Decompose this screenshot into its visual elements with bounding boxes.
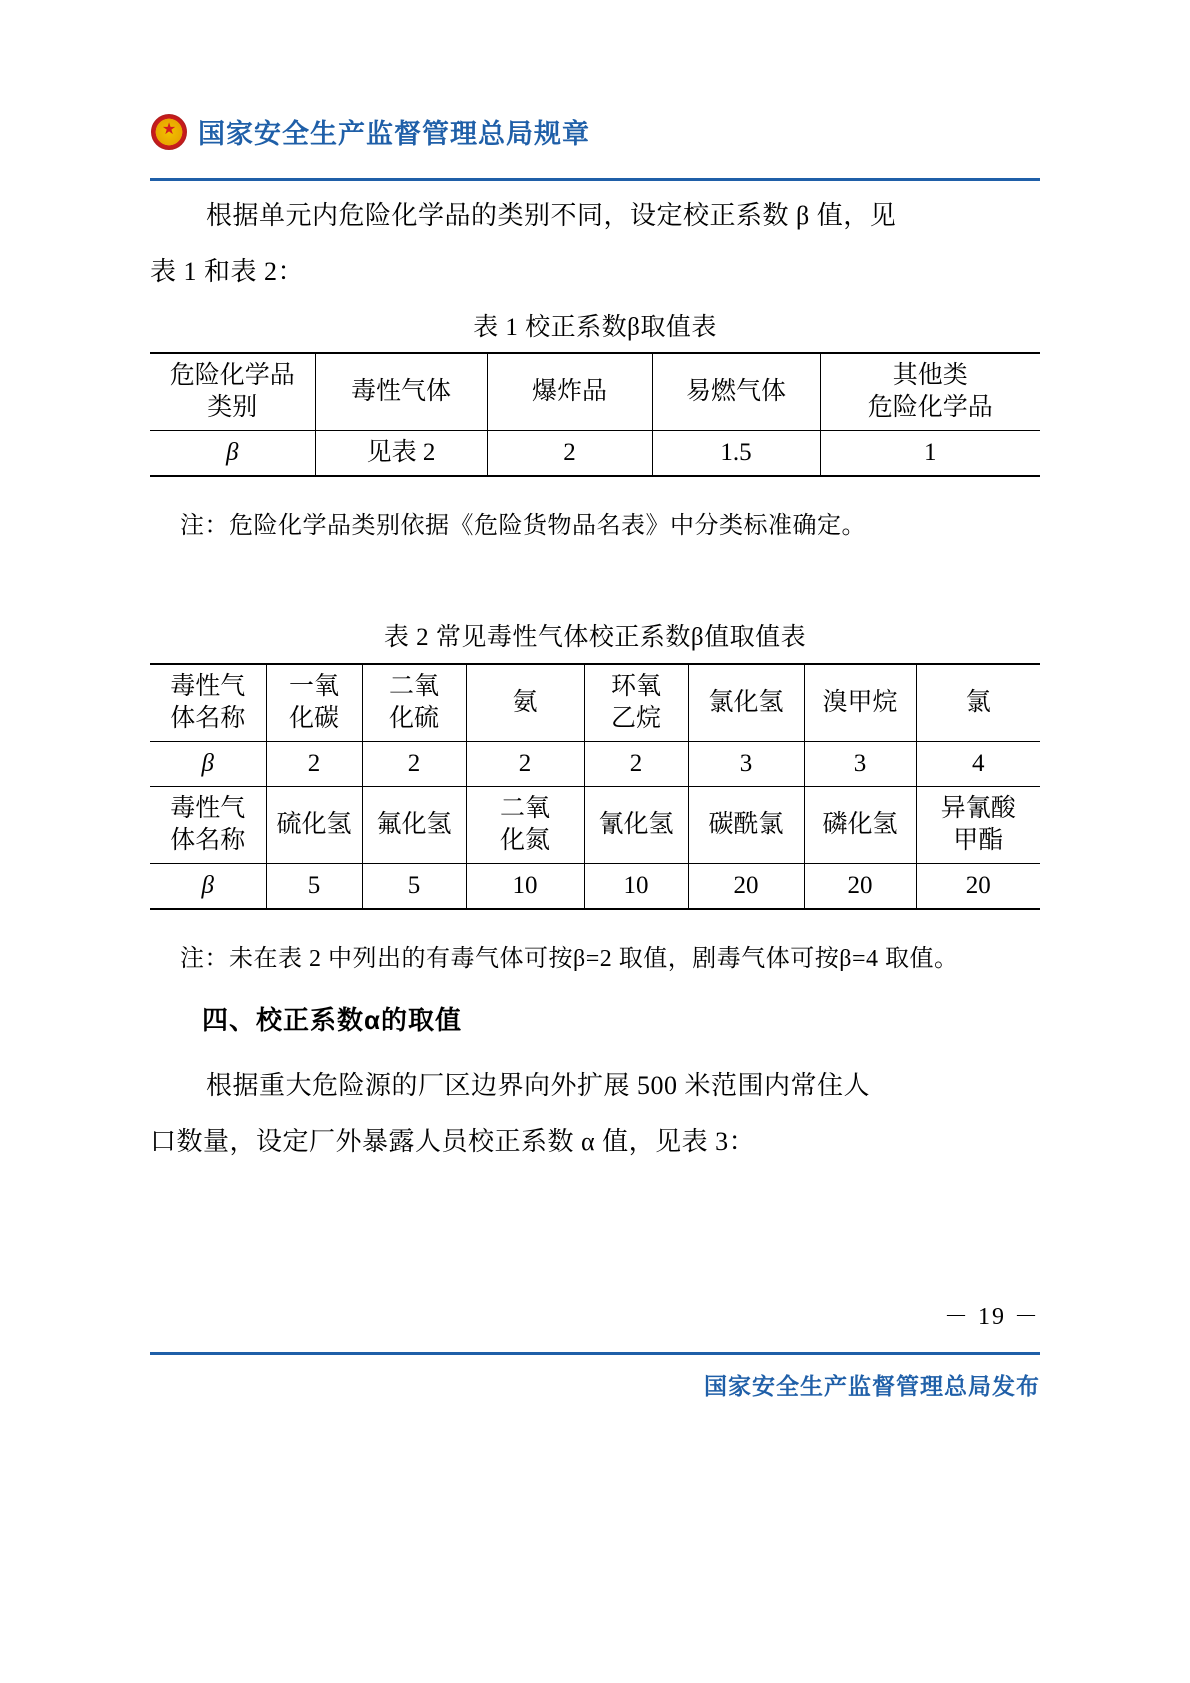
table2-value-1-4: 2 — [584, 742, 688, 787]
table2-value-1-1: 2 — [266, 742, 362, 787]
table2-value-2-7: 20 — [916, 864, 1040, 910]
table-correction-coefficient-beta — [150, 352, 1040, 477]
table-row — [150, 664, 1040, 742]
table2-caption: 表 2 常见毒性气体校正系数β值取值表 — [383, 624, 807, 651]
table2-value-1-5: 3 — [688, 742, 804, 787]
table-row — [150, 787, 1040, 864]
intro-paragraph-line1 — [150, 188, 1040, 244]
table2-row-label-2: 毒性气 体名称 — [150, 787, 266, 864]
table2-value-1-2: 2 — [362, 742, 466, 787]
table1-col-3: 易燃气体 — [652, 353, 820, 431]
table2-name-2-6: 磷化氢 — [804, 787, 916, 864]
intro-text-1: 根据单元内危险化学品的类别不同，设定校正系数 β 值，见 — [206, 201, 897, 230]
table2-value-2-4: 10 — [584, 864, 688, 910]
table2-name-1-2: 二氧 化硫 — [362, 664, 466, 742]
table2-value-2-1: 5 — [266, 864, 362, 910]
table2-value-1-6: 3 — [804, 742, 916, 787]
table2-note: 注：未在表 2 中列出的有毒气体可按β=2 取值，剧毒气体可按β=4 取值。 — [180, 946, 959, 972]
table2-beta-label-2: β — [150, 864, 266, 910]
alpha-text-1: 根据重大危险源的厂区边界向外扩展 500 米范围内常住人 — [206, 1071, 871, 1100]
table1-beta-label: β — [150, 431, 315, 477]
table1-value-1: 见表 2 — [315, 431, 487, 477]
footer-publisher: 国家安全生产监督管理总局发布 — [704, 1373, 1040, 1399]
table-row — [150, 864, 1040, 910]
table1-row-header: 危险化学品 类别 — [150, 353, 315, 431]
table2-value-1-7: 4 — [916, 742, 1040, 787]
table2-value-2-5: 20 — [688, 864, 804, 910]
table2-value-1-3: 2 — [466, 742, 584, 787]
table1-col-4: 其他类 危险化学品 — [820, 353, 1040, 431]
national-emblem-icon: ★ — [150, 113, 188, 151]
table-toxic-gas-beta-values — [150, 663, 1040, 910]
table2-name-2-2: 氟化氢 — [362, 787, 466, 864]
table2-value-2-6: 20 — [804, 864, 916, 910]
alpha-paragraph-line1 — [150, 1058, 1040, 1114]
alpha-text-2: 口数量，设定厂外暴露人员校正系数 α 值，见表 3： — [150, 1127, 756, 1156]
table2-name-1-5: 氯化氢 — [688, 664, 804, 742]
table2-name-2-1: 硫化氢 — [266, 787, 362, 864]
table2-name-1-3: 氨 — [466, 664, 584, 742]
table1-value-2: 2 — [487, 431, 652, 477]
table2-beta-label-1: β — [150, 742, 266, 787]
table1-caption: 表 1 校正系数β取值表 — [473, 314, 717, 341]
header-title: 国家安全生产监督管理总局规章 — [198, 119, 590, 149]
table2-name-1-4: 环氧 乙烷 — [584, 664, 688, 742]
section-heading: 四、校正系数α的取值 — [202, 1005, 462, 1035]
table2-name-1-7: 氯 — [916, 664, 1040, 742]
page-number: － 19 － — [944, 1304, 1040, 1330]
table2-value-2-3: 10 — [466, 864, 584, 910]
page-header — [150, 112, 1040, 151]
table2-name-2-4: 氰化氢 — [584, 787, 688, 864]
header-divider — [150, 178, 1040, 181]
table1-value-3: 1.5 — [652, 431, 820, 477]
intro-paragraph-line2 — [150, 244, 1040, 300]
table2-value-2-2: 5 — [362, 864, 466, 910]
table-row — [150, 431, 1040, 477]
table2-name-1-6: 溴甲烷 — [804, 664, 916, 742]
table1-col-1: 毒性气体 — [315, 353, 487, 431]
table1-note: 注：危险化学品类别依据《危险货物品名表》中分类标准确定。 — [180, 513, 866, 539]
table2-name-2-7: 异氰酸 甲酯 — [916, 787, 1040, 864]
footer-divider — [150, 1352, 1040, 1355]
table-row — [150, 742, 1040, 787]
alpha-paragraph-line2 — [150, 1114, 1040, 1170]
table2-name-2-3: 二氧 化氮 — [466, 787, 584, 864]
intro-text-2: 表 1 和表 2： — [150, 257, 305, 286]
table2-name-2-5: 碳酰氯 — [688, 787, 804, 864]
table1-value-4: 1 — [820, 431, 1040, 477]
table1-col-2: 爆炸品 — [487, 353, 652, 431]
table-row — [150, 353, 1040, 431]
table2-row-label-1: 毒性气 体名称 — [150, 664, 266, 742]
table2-name-1-1: 一氧 化碳 — [266, 664, 362, 742]
